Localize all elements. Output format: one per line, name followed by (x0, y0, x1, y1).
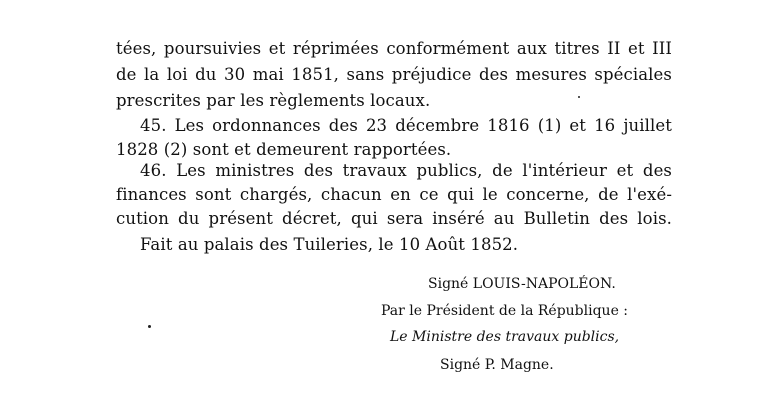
ink-speck (578, 96, 580, 98)
article-45-line: 45. Les ordonnances des 23 décembre 1816 (1) et 16 juillet (140, 116, 672, 135)
article-46-line: finances sont chargés, chacun en ce qui le concerne, de l'exé- (116, 185, 672, 204)
article-46-line: 46. Les ministres des travaux publics, de l'intérieur et des (140, 161, 672, 180)
article-45-line: 1828 (2) sont et demeurent rapportées. (116, 140, 452, 159)
ink-speck (148, 325, 151, 328)
text-line: tées, poursuivies et réprimées conformément aux titres II et III (116, 39, 672, 58)
text-line: de la loi du 30 mai 1851, sans préjudice des mesures spéciales (116, 65, 672, 84)
text-line: prescrites par les règlements locaux. (116, 91, 431, 110)
fait-au-palais-line: Fait au palais des Tuileries, le 10 Août 1852. (140, 235, 519, 254)
minister-title: Le Ministre des travaux publics, (390, 329, 620, 345)
by-the-president-line: Par le Président de la République : (381, 303, 629, 319)
signature-emperor: Signé LOUIS-NAPOLÉON. (428, 276, 616, 292)
signature-minister: Signé P. Magne. (440, 357, 554, 373)
article-46-line: cution du présent décret, qui sera inséré au Bulletin des lois. (116, 209, 672, 228)
